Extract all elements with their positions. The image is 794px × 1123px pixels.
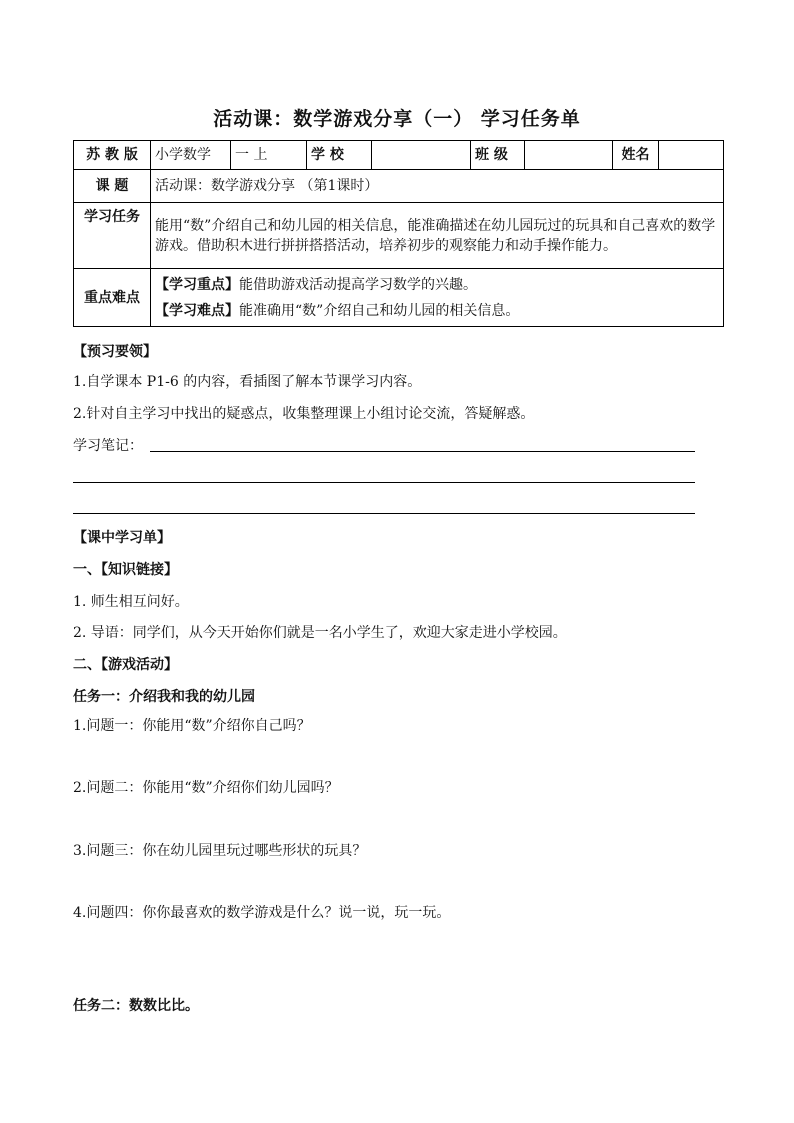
task-two-heading: 任务二：数数比比。 (73, 998, 199, 1014)
task-label: 学习任务 (74, 203, 151, 269)
school-field[interactable] (372, 141, 471, 170)
lesson-row (74, 170, 724, 203)
info-table (73, 140, 724, 327)
section-knowledge-link: 一、【知识链接】 (73, 562, 178, 578)
question-4: 4.问题四：你你最喜欢的数学游戏是什么？说一说，玩一玩。 (73, 905, 451, 921)
preview-item-2: 2.针对自主学习中找出的疑惑点，收集整理课上小组讨论交流，答疑解惑。 (73, 406, 535, 422)
notes-label: 学习笔记： (73, 438, 143, 454)
focus-line (155, 272, 719, 298)
publisher-cell: 苏 教 版 (74, 141, 151, 170)
subject-cell: 小学数学 (151, 141, 231, 170)
notes-line-1[interactable] (150, 451, 695, 452)
header-row (74, 141, 724, 170)
section-game-activity: 二、【游戏活动】 (73, 657, 178, 673)
focus-text: 能借助游戏活动提高学习数学的兴趣。 (239, 276, 477, 293)
page-title: 活动课：数学游戏分享（一） 学习任务单 (213, 108, 581, 130)
question-2: 2.问题二：你能用“数”介绍你们幼儿园吗？ (73, 780, 339, 796)
task-one-heading: 任务一：介绍我和我的幼儿园 (73, 689, 255, 705)
preview-heading: 【预习要领】 (73, 344, 157, 360)
in-class-heading: 【课中学习单】 (73, 530, 171, 546)
knowledge-item-1: 1. 师生相互问好。 (73, 594, 189, 610)
class-label: 班 级 (471, 141, 525, 170)
question-1: 1.问题一：你能用“数”介绍你自己吗？ (73, 718, 311, 734)
task-value: 能用“数”介绍自己和幼儿园的相关信息，能准确描述在幼儿园玩过的玩具和自己喜欢的数学游戏。借助积木进行拼拼搭搭活动，培养初步的观察能力和动手操作能力。 (151, 203, 724, 269)
difficulty-line (155, 298, 719, 324)
focus-tag: 【学习重点】 (155, 276, 239, 293)
name-label: 姓名 (613, 141, 659, 170)
notes-line-2[interactable] (73, 482, 695, 483)
preview-item-1: 1.自学课本 P1-6 的内容，看插图了解本节课学习内容。 (73, 374, 422, 390)
class-field[interactable] (525, 141, 613, 170)
grade-cell: 一 上 (231, 141, 307, 170)
name-field[interactable] (659, 141, 724, 170)
focus-label: 重点难点 (74, 269, 151, 327)
difficulty-text: 能准确用“数”介绍自己和幼儿园的相关信息。 (239, 302, 520, 319)
focus-cell (151, 269, 724, 327)
knowledge-item-2: 2. 导语：同学们，从今天开始你们就是一名小学生了，欢迎大家走进小学校园。 (73, 625, 567, 641)
question-3: 3.问题三：你在幼儿园里玩过哪些形状的玩具？ (73, 843, 367, 859)
notes-line-3[interactable] (73, 513, 695, 514)
school-label: 学 校 (307, 141, 372, 170)
lesson-label: 课 题 (74, 170, 151, 203)
focus-row (74, 269, 724, 327)
difficulty-tag: 【学习难点】 (155, 302, 239, 319)
lesson-value: 活动课：数学游戏分享 （第1课时） (151, 170, 724, 203)
task-row (74, 203, 724, 269)
